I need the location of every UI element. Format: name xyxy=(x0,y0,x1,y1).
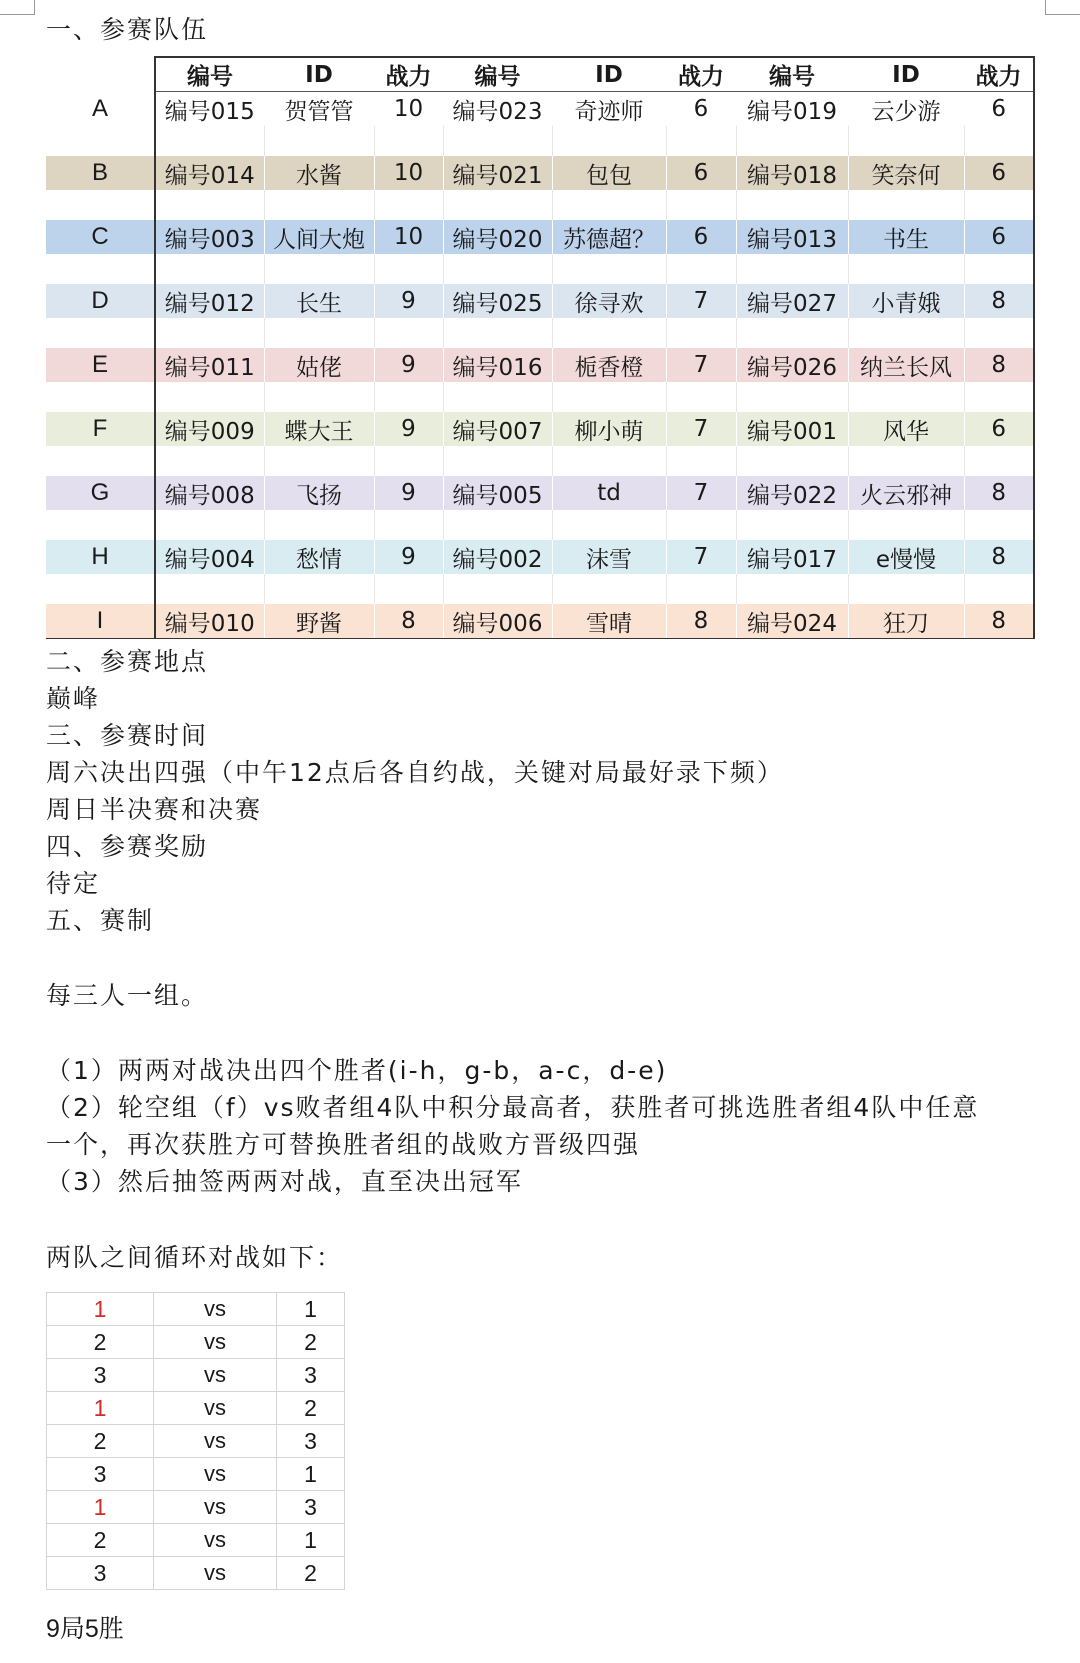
team-row-spacer xyxy=(46,126,1034,156)
vs-row xyxy=(47,1293,345,1326)
team-cell: 6 xyxy=(964,412,1034,446)
team-cell: 编号017 xyxy=(736,540,848,574)
rule-3: （3）然后抽签两两对战，直至决出冠军 xyxy=(46,1167,523,1196)
team-cell: 沫雪 xyxy=(552,540,666,574)
header-cell: ID xyxy=(552,57,666,92)
team-cell: 7 xyxy=(666,476,736,510)
rule-2-line-b: 一个，再次获胜方可替换胜者组的战败方晋级四强 xyxy=(46,1130,641,1159)
team-cell: 风华 xyxy=(848,412,964,446)
section-4-title: 四、参赛奖励 xyxy=(46,832,209,861)
team-cell: 小青娥 xyxy=(848,284,964,318)
team-cell: 编号015 xyxy=(155,92,264,127)
vs-left: 1 xyxy=(47,1293,154,1326)
section-3-title: 三、参赛时间 xyxy=(46,721,209,750)
group-label: G xyxy=(46,476,155,510)
team-cell: 8 xyxy=(374,604,443,639)
team-cell: 火云邪神 xyxy=(848,476,964,510)
vs-title: 两队之间循环对战如下： xyxy=(46,1243,344,1272)
team-row xyxy=(46,284,1034,318)
group-label: E xyxy=(46,348,155,382)
group-label: B xyxy=(46,156,155,190)
team-cell: 编号020 xyxy=(443,220,552,254)
team-cell: 编号022 xyxy=(736,476,848,510)
vs-right: 1 xyxy=(277,1458,345,1491)
header-cell: ID xyxy=(264,57,374,92)
vs-right: 1 xyxy=(277,1524,345,1557)
team-cell: 奇迹师 xyxy=(552,92,666,127)
team-cell: 编号026 xyxy=(736,348,848,382)
vs-row xyxy=(47,1458,345,1491)
group-label: H xyxy=(46,540,155,574)
team-cell: 编号002 xyxy=(443,540,552,574)
section-5-title: 五、赛制 xyxy=(46,906,155,935)
vs-left: 3 xyxy=(47,1557,154,1590)
team-row xyxy=(46,540,1034,574)
team-cell: 编号009 xyxy=(155,412,264,446)
header-cell: 战力 xyxy=(666,57,736,92)
team-cell: 9 xyxy=(374,412,443,446)
section-4-body: 待定 xyxy=(46,869,101,898)
header-cell: 编号 xyxy=(736,57,848,92)
header-cell: 战力 xyxy=(374,57,443,92)
team-row xyxy=(46,92,1034,127)
team-cell: 9 xyxy=(374,348,443,382)
team-cell: 编号004 xyxy=(155,540,264,574)
team-row xyxy=(46,156,1034,190)
vs-left: 3 xyxy=(47,1458,154,1491)
team-cell: 贺管管 xyxy=(264,92,374,127)
team-cell: 7 xyxy=(666,284,736,318)
team-row xyxy=(46,412,1034,446)
header-cell: ID xyxy=(848,57,964,92)
vs-row xyxy=(47,1359,345,1392)
team-cell: 编号019 xyxy=(736,92,848,127)
group-label: D xyxy=(46,284,155,318)
vs-row xyxy=(47,1491,345,1524)
team-cell: 9 xyxy=(374,540,443,574)
vs-left: 2 xyxy=(47,1524,154,1557)
vs-label: vs xyxy=(154,1425,277,1458)
team-row xyxy=(46,348,1034,382)
page-corner-mark-right xyxy=(1045,0,1080,15)
team-row-spacer xyxy=(46,382,1034,412)
team-cell: 编号014 xyxy=(155,156,264,190)
team-cell: 10 xyxy=(374,220,443,254)
team-row-spacer xyxy=(46,318,1034,348)
section-5-intro: 每三人一组。 xyxy=(46,981,209,1010)
team-cell: 7 xyxy=(666,412,736,446)
team-cell: 水酱 xyxy=(264,156,374,190)
vs-right: 2 xyxy=(277,1392,345,1425)
vs-right: 3 xyxy=(277,1491,345,1524)
group-label: I xyxy=(46,604,155,639)
vs-row xyxy=(47,1425,345,1458)
team-cell: 6 xyxy=(964,156,1034,190)
team-cell: 6 xyxy=(964,220,1034,254)
team-cell: td xyxy=(552,476,666,510)
team-cell: e慢慢 xyxy=(848,540,964,574)
section-1-title: 一、参赛队伍 xyxy=(46,15,209,44)
team-cell: 编号006 xyxy=(443,604,552,639)
team-cell: 编号011 xyxy=(155,348,264,382)
vs-left: 2 xyxy=(47,1326,154,1359)
vs-left: 2 xyxy=(47,1425,154,1458)
team-cell: 徐寻欢 xyxy=(552,284,666,318)
team-cell: 8 xyxy=(666,604,736,639)
team-cell: 编号010 xyxy=(155,604,264,639)
team-cell: 10 xyxy=(374,156,443,190)
footer-note: 9局5胜 xyxy=(46,1615,124,1643)
team-cell: 编号024 xyxy=(736,604,848,639)
team-cell: 书生 xyxy=(848,220,964,254)
team-cell: 蝶大王 xyxy=(264,412,374,446)
team-cell: 编号007 xyxy=(443,412,552,446)
team-cell: 纳兰长风 xyxy=(848,348,964,382)
team-cell: 人间大炮 xyxy=(264,220,374,254)
team-cell: 6 xyxy=(666,92,736,127)
team-row xyxy=(46,476,1034,510)
vs-right: 3 xyxy=(277,1425,345,1458)
vs-row xyxy=(47,1557,345,1590)
group-label: F xyxy=(46,412,155,446)
team-cell: 姑佬 xyxy=(264,348,374,382)
group-label: C xyxy=(46,220,155,254)
vs-label: vs xyxy=(154,1326,277,1359)
vs-row xyxy=(47,1326,345,1359)
vs-label: vs xyxy=(154,1392,277,1425)
team-cell: 6 xyxy=(964,92,1034,127)
vs-right: 2 xyxy=(277,1557,345,1590)
team-cell: 雪晴 xyxy=(552,604,666,639)
team-cell: 编号025 xyxy=(443,284,552,318)
team-cell: 7 xyxy=(666,540,736,574)
header-cell: 编号 xyxy=(443,57,552,92)
team-cell: 编号013 xyxy=(736,220,848,254)
team-cell: 野酱 xyxy=(264,604,374,639)
team-cell: 愁情 xyxy=(264,540,374,574)
team-cell: 8 xyxy=(964,476,1034,510)
team-cell: 6 xyxy=(666,156,736,190)
rule-2-line-a: （2）轮空组（f）vs败者组4队中积分最高者，获胜者可挑选胜者组4队中任意 xyxy=(46,1093,980,1122)
team-row-spacer xyxy=(46,574,1034,604)
team-cell: 编号005 xyxy=(443,476,552,510)
team-cell: 7 xyxy=(666,348,736,382)
team-cell: 包包 xyxy=(552,156,666,190)
team-cell: 笑奈何 xyxy=(848,156,964,190)
team-cell: 长生 xyxy=(264,284,374,318)
team-row-spacer xyxy=(46,190,1034,220)
team-row-spacer xyxy=(46,510,1034,540)
vs-right: 2 xyxy=(277,1326,345,1359)
rule-1: （1）两两对战决出四个胜者(i-h，g-b，a-c，d-e) xyxy=(46,1056,668,1085)
vs-label: vs xyxy=(154,1491,277,1524)
team-cell: 编号016 xyxy=(443,348,552,382)
team-cell: 狂刀 xyxy=(848,604,964,639)
vs-row xyxy=(47,1524,345,1557)
section-2-body: 巅峰 xyxy=(46,684,101,713)
vs-label: vs xyxy=(154,1557,277,1590)
section-2-title: 二、参赛地点 xyxy=(46,647,209,676)
vs-row xyxy=(47,1392,345,1425)
vs-label: vs xyxy=(154,1359,277,1392)
team-cell: 9 xyxy=(374,284,443,318)
team-cell: 编号008 xyxy=(155,476,264,510)
team-cell: 10 xyxy=(374,92,443,127)
vs-label: vs xyxy=(154,1458,277,1491)
header-cell: 编号 xyxy=(155,57,264,92)
team-cell: 苏德超？ xyxy=(552,220,666,254)
team-cell: 8 xyxy=(964,284,1034,318)
team-row-spacer xyxy=(46,446,1034,476)
team-cell: 编号027 xyxy=(736,284,848,318)
team-row xyxy=(46,604,1034,639)
header-cell: 战力 xyxy=(964,57,1034,92)
team-cell: 编号021 xyxy=(443,156,552,190)
team-cell: 飞扬 xyxy=(264,476,374,510)
vs-left: 3 xyxy=(47,1359,154,1392)
team-cell: 栀香橙 xyxy=(552,348,666,382)
team-cell: 6 xyxy=(666,220,736,254)
team-cell: 编号012 xyxy=(155,284,264,318)
vs-label: vs xyxy=(154,1293,277,1326)
vs-right: 1 xyxy=(277,1293,345,1326)
team-cell: 8 xyxy=(964,540,1034,574)
team-row-spacer xyxy=(46,254,1034,284)
team-row xyxy=(46,220,1034,254)
page-corner-mark-left xyxy=(0,0,35,15)
team-cell: 编号023 xyxy=(443,92,552,127)
team-table-header xyxy=(46,57,1034,92)
section-3-line-2: 周日半决赛和决赛 xyxy=(46,795,263,824)
team-cell: 8 xyxy=(964,348,1034,382)
team-cell: 编号018 xyxy=(736,156,848,190)
team-table xyxy=(46,56,1035,639)
vs-left: 1 xyxy=(47,1491,154,1524)
vs-left: 1 xyxy=(47,1392,154,1425)
team-cell: 8 xyxy=(964,604,1034,639)
group-label: A xyxy=(46,92,155,127)
team-cell: 云少游 xyxy=(848,92,964,127)
section-3-line-1: 周六决出四强（中午12点后各自约战，关键对局最好录下频） xyxy=(46,758,784,787)
header-blank xyxy=(46,57,155,92)
vs-right: 3 xyxy=(277,1359,345,1392)
vs-label: vs xyxy=(154,1524,277,1557)
team-cell: 编号001 xyxy=(736,412,848,446)
team-cell: 编号003 xyxy=(155,220,264,254)
team-cell: 9 xyxy=(374,476,443,510)
vs-table xyxy=(46,1292,345,1590)
team-cell: 柳小萌 xyxy=(552,412,666,446)
